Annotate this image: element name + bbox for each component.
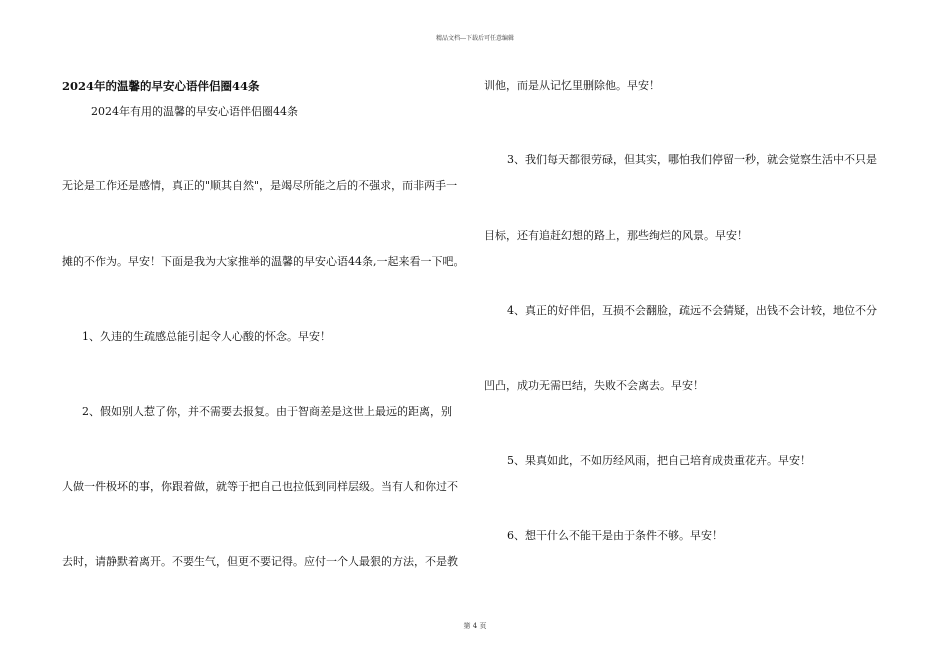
item-2-line-1: 2、假如别人惹了你，并不需要去报复。由于智商差是这世上最远的距离，别 <box>82 405 452 418</box>
item-4-line-1: 4、真正的好伴侣，互损不会翻脸，疏远不会猜疑，出钱不会计较，地位不分 <box>507 304 877 317</box>
item-1: 1、久违的生疏感总能引起令人心酸的怀念。早安！ <box>82 330 331 343</box>
item-6: 6、想干什么不能干是由于条件不够。早安！ <box>507 529 723 542</box>
item-2-line-2: 人做一件极坏的事，你跟着做，就等于把自己也拉低到同样层级。当有人和你过不 <box>62 480 458 493</box>
document-subtitle: 2024年有用的温馨的早安心语伴侣圈44条 <box>91 105 298 118</box>
item-5: 5、果真如此，不如历经风雨，把自己培育成贵重花卉。早安！ <box>507 454 811 467</box>
item-4-line-2: 凹凸，成功无需巴结，失败不会离去。早安！ <box>484 379 704 392</box>
intro-line-1: 无论是工作还是感情，真正的"顺其自然"，是竭尽所能之后的不强求，而非两手一 <box>62 179 458 192</box>
page-number: 第 4 页 <box>463 622 487 630</box>
item-2-continued: 训他，而是从记忆里删除他。早安！ <box>484 79 660 92</box>
item-3-line-1: 3、我们每天都很劳碌，但其实，哪怕我们停留一秒，就会觉察生活中不只是 <box>507 153 877 166</box>
item-2-line-3: 去时，请静默着离开。不要生气，但更不要记得。应付一个人最狠的方法，不是教 <box>62 555 458 568</box>
header-note: 精品文档---下载后可任意编辑 <box>435 35 515 42</box>
intro-line-2: 摊的不作为。早安！下面是我为大家推举的温馨的早安心语44条,一起来看一下吧。 <box>62 255 465 268</box>
item-3-line-2: 目标，还有追赶幻想的路上，那些绚烂的风景。早安！ <box>484 229 748 242</box>
document-title: 2024年的温馨的早安心语伴侣圈44条 <box>62 79 260 93</box>
